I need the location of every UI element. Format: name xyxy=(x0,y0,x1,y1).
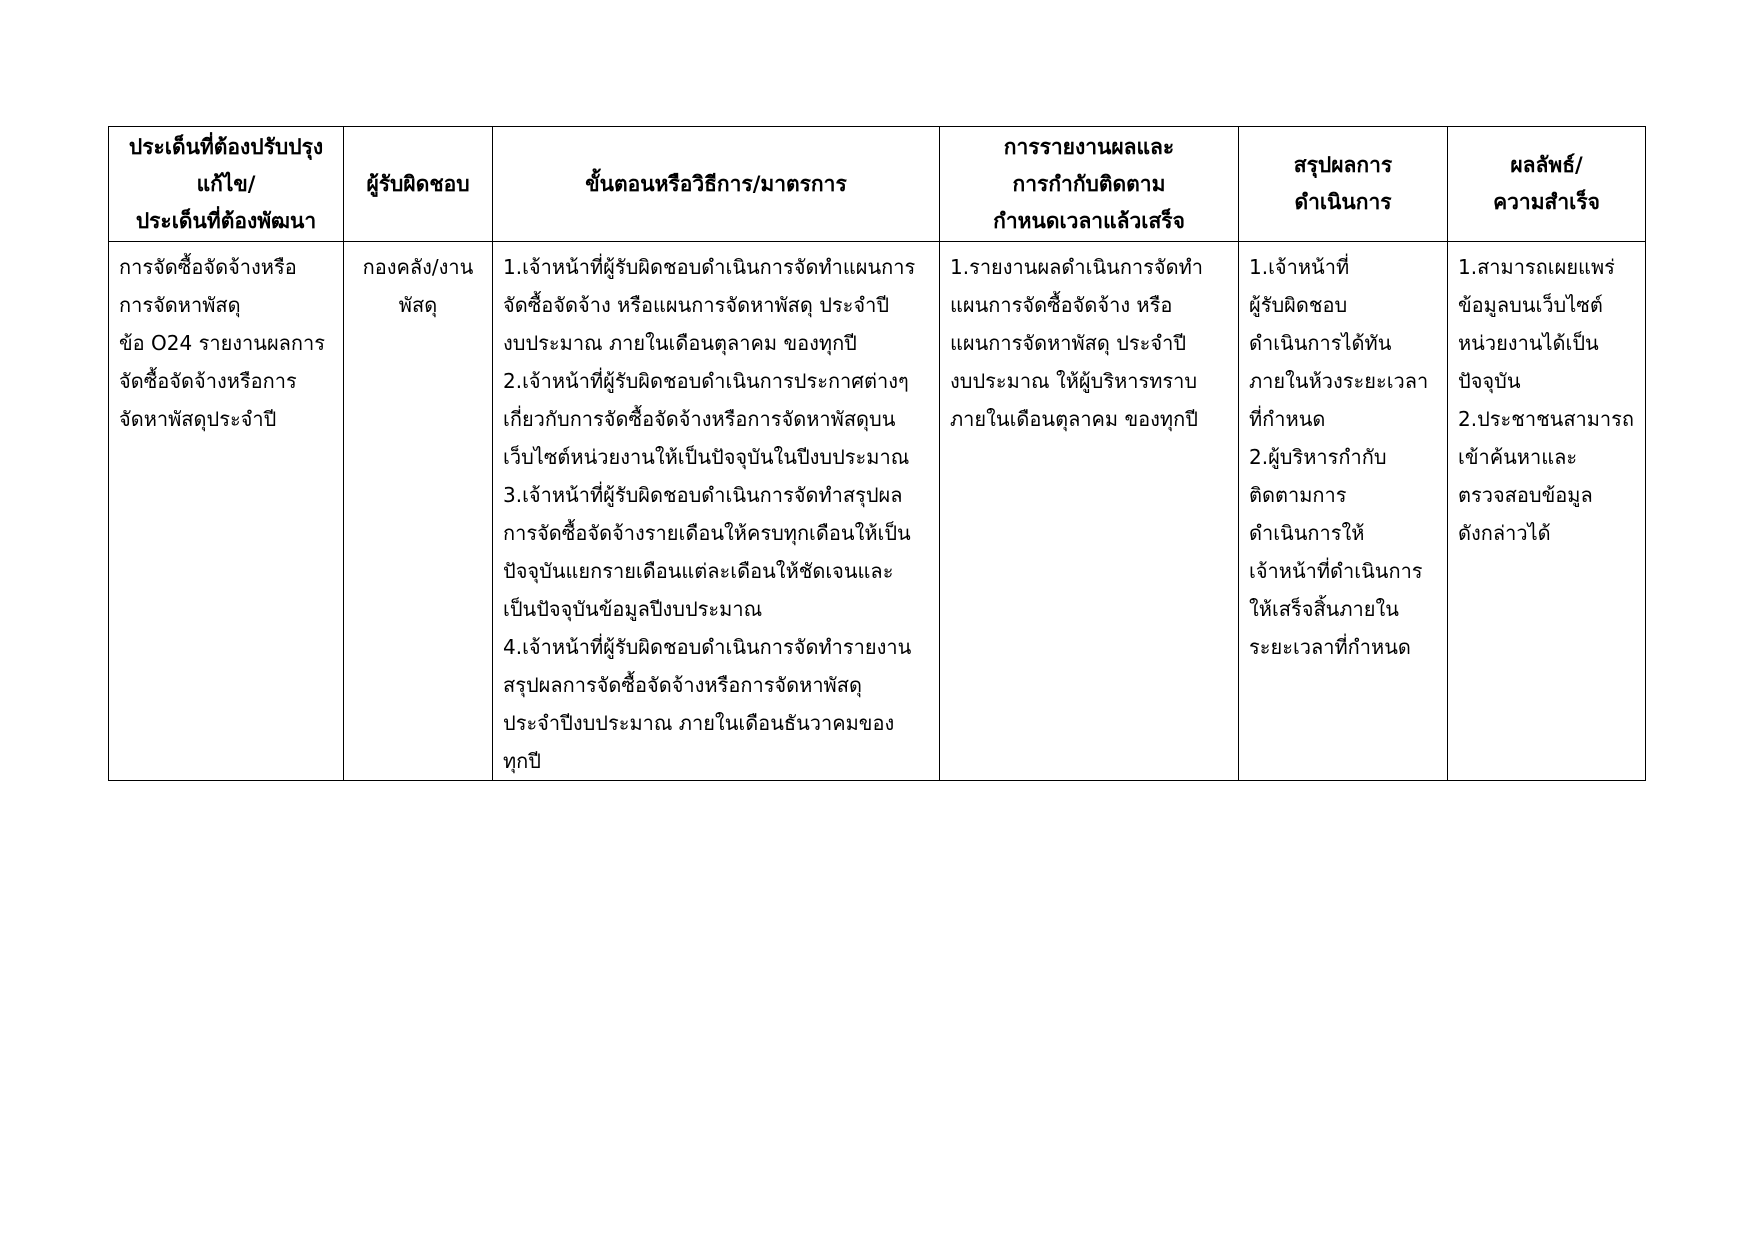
header-line: การรายงานผลและ xyxy=(1003,134,1175,159)
header-issues xyxy=(109,127,344,242)
cell-line: เว็บไซต์หน่วยงานให้เป็นปัจจุบันในปีงบประมาณ xyxy=(503,445,910,469)
header-responsible xyxy=(344,127,493,242)
header-line: การกำกับติดตาม xyxy=(1012,171,1166,196)
cell-line: ภายในห้วงระยะเวลา xyxy=(1249,369,1429,393)
cell-line: 1.สามารถเผยแพร่ xyxy=(1458,255,1615,279)
header-line: ผลลัพธ์/ xyxy=(1510,153,1583,177)
header-line: แก้ไข/ xyxy=(196,171,256,196)
cell-line: เข้าค้นหาและ xyxy=(1458,445,1578,469)
cell-line: จัดซื้อจัดจ้างหรือการ xyxy=(119,369,297,393)
cell-line: จัดหาพัสดุประจำปี xyxy=(119,407,277,431)
cell-outcome xyxy=(1448,242,1646,781)
table-header-row xyxy=(109,127,1646,242)
header-line: ประเด็นที่ต้องพัฒนา xyxy=(135,208,317,233)
header-line: ความสำเร็จ xyxy=(1493,190,1600,214)
cell-line: สรุปผลการจัดซื้อจัดจ้างหรือการจัดหาพัสดุ xyxy=(503,673,862,697)
header-line: ผู้รับผิดชอบ xyxy=(366,171,470,196)
cell-line: ข้อมูลบนเว็บไซต์ xyxy=(1458,293,1603,317)
cell-line: ให้เสร็จสิ้นภายใน xyxy=(1249,597,1399,621)
cell-line: ภายในเดือนตุลาคม ของทุกปี xyxy=(950,407,1198,431)
cell-line: เป็นปัจจุบันข้อมูลปีงบประมาณ xyxy=(503,597,763,621)
cell-line: ปัจจุบันแยกรายเดือนแต่ละเดือนให้ชัดเจนและ xyxy=(503,559,894,583)
cell-line: งบประมาณ ภายในเดือนตุลาคม ของทุกปี xyxy=(503,331,857,355)
cell-line: การจัดซื้อจัดจ้างหรือ xyxy=(119,255,297,279)
table-row xyxy=(109,242,1646,781)
cell-line: ดังกล่าวได้ xyxy=(1458,521,1551,545)
cell-summary xyxy=(1239,242,1448,781)
header-line: กำหนดเวลาแล้วเสร็จ xyxy=(993,208,1185,233)
cell-line: 2.ประชาชนสามารถ xyxy=(1458,407,1635,431)
cell-line: 1.เจ้าหน้าที่ผู้รับผิดชอบดำเนินการจัดทำแผนการ xyxy=(503,255,916,279)
header-procedure xyxy=(493,127,940,242)
cell-line: หน่วยงานได้เป็น xyxy=(1458,331,1599,355)
header-summary xyxy=(1239,127,1448,242)
header-line: สรุปผลการ xyxy=(1293,153,1393,177)
action-plan-table xyxy=(108,126,1646,781)
cell-line: ระยะเวลาที่กำหนด xyxy=(1249,635,1411,659)
cell-line: แผนการจัดซื้อจัดจ้าง หรือ xyxy=(950,293,1173,317)
cell-line: ข้อ O24 รายงานผลการ xyxy=(119,331,326,355)
cell-line: 3.เจ้าหน้าที่ผู้รับผิดชอบดำเนินการจัดทำสรุปผล xyxy=(503,483,903,507)
cell-line: 1.รายงานผลดำเนินการจัดทำ xyxy=(950,255,1204,279)
cell-line: ติดตามการ xyxy=(1249,483,1347,507)
cell-line: ปัจจุบัน xyxy=(1458,369,1521,393)
header-line: ประเด็นที่ต้องปรับปรุง xyxy=(128,134,324,159)
cell-line: เกี่ยวกับการจัดซื้อจัดจ้างหรือการจัดหาพัสดุบน xyxy=(503,407,896,431)
header-line: ขั้นตอนหรือวิธีการ/มาตรการ xyxy=(585,171,847,196)
cell-line: 1.เจ้าหน้าที่ xyxy=(1249,255,1350,279)
cell-line: การจัดซื้อจัดจ้างรายเดือนให้ครบทุกเดือนให้เป็น xyxy=(503,521,911,545)
cell-issues xyxy=(109,242,344,781)
cell-reporting xyxy=(940,242,1239,781)
cell-procedure xyxy=(493,242,940,781)
cell-line: ตรวจสอบข้อมูล xyxy=(1458,483,1593,507)
cell-line: เจ้าหน้าที่ดำเนินการ xyxy=(1249,559,1423,583)
cell-line: การจัดหาพัสดุ xyxy=(119,293,241,317)
cell-line: 2.ผู้บริหารกำกับ xyxy=(1249,445,1387,469)
cell-line: งบประมาณ ให้ผู้บริหารทราบ xyxy=(950,369,1198,393)
header-line: ดำเนินการ xyxy=(1294,190,1392,214)
cell-line: ดำเนินการได้ทัน xyxy=(1249,331,1392,355)
header-outcome xyxy=(1448,127,1646,242)
cell-line: กองคลัง/งาน xyxy=(362,255,474,279)
header-reporting xyxy=(940,127,1239,242)
cell-line: พัสดุ xyxy=(398,293,438,317)
cell-line: แผนการจัดหาพัสดุ ประจำปี xyxy=(950,331,1187,355)
cell-line: จัดซื้อจัดจ้าง หรือแผนการจัดหาพัสดุ ประจำปี xyxy=(503,293,890,317)
cell-line: ประจำปีงบประมาณ ภายในเดือนธันวาคมของ xyxy=(503,711,895,735)
cell-line: ดำเนินการให้ xyxy=(1249,521,1365,545)
cell-line: 2.เจ้าหน้าที่ผู้รับผิดชอบดำเนินการประกาศต่างๆ xyxy=(503,369,909,393)
cell-line: 4.เจ้าหน้าที่ผู้รับผิดชอบดำเนินการจัดทำรายงาน xyxy=(503,635,912,659)
cell-line: ทุกปี xyxy=(503,749,541,773)
cell-responsible xyxy=(344,242,493,781)
cell-line: ที่กำหนด xyxy=(1249,407,1326,431)
cell-line: ผู้รับผิดชอบ xyxy=(1249,293,1348,317)
